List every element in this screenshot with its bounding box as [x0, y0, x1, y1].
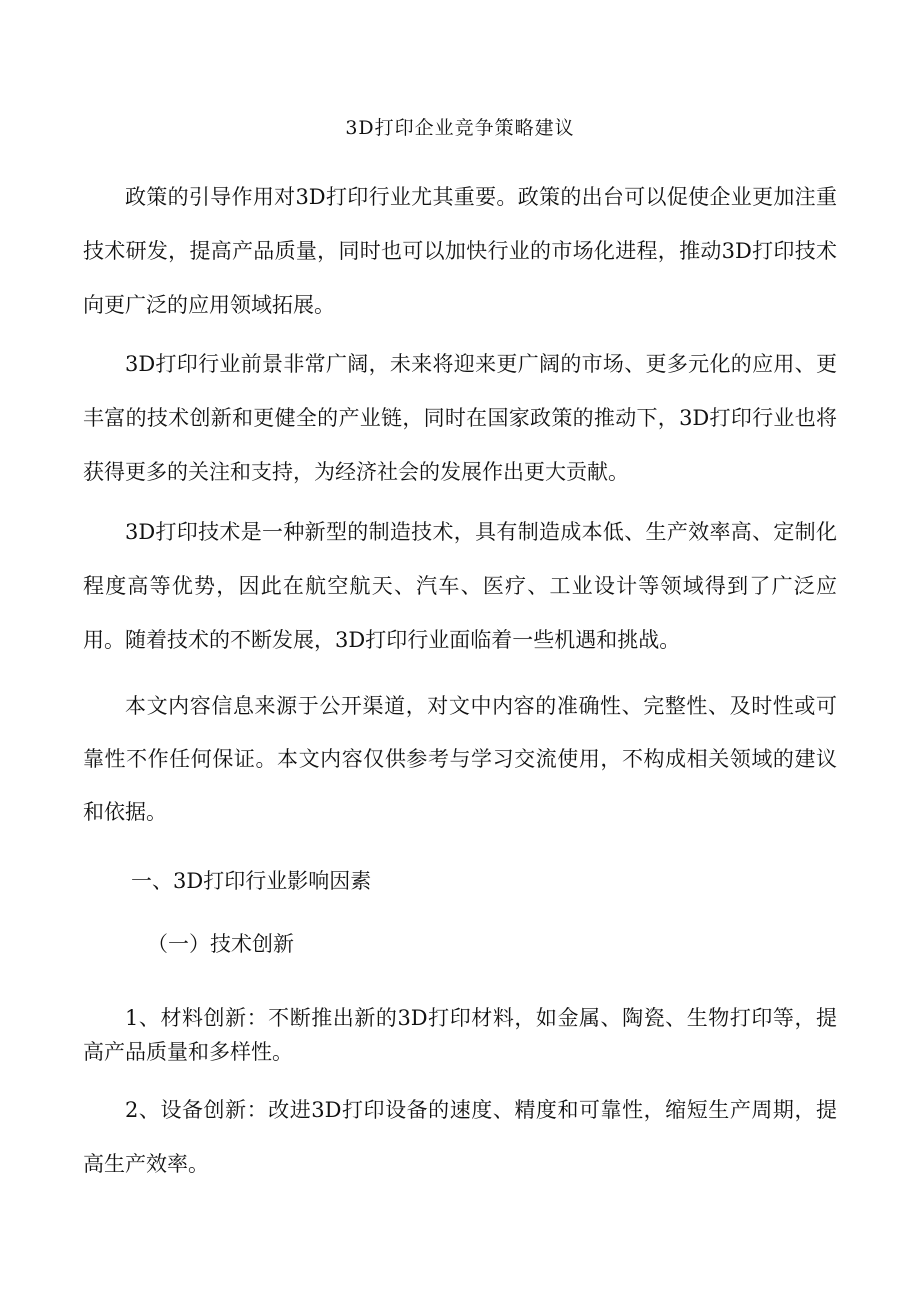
section-heading: 一、3D打印行业影响因素: [131, 869, 372, 893]
paragraph-disclaimer: 本文内容信息来源于公开渠道，对文中内容的准确性、完整性、及时性或可靠性不作任何保证。本文内容仅供参考与学习交流使用，不构成相关领域的建议和依据。: [83, 694, 837, 824]
paragraph-technology-overview: 3D打印技术是一种新型的制造技术，具有制造成本低、生产效率高、定制化程度高等优势，因此在航空航天、汽车、医疗、工业设计等领域得到了广泛应用。随着技术的不断发展，3D打印行业面临着一些机遇和挑战。: [83, 520, 837, 652]
paragraph-policy-guidance: 政策的引导作用对3D打印行业尤其重要。政策的出台可以促使企业更加注重技术研发，提高产品质量，同时也可以加快行业的市场化进程，推动3D打印技术向更广泛的应用领域拓展。: [83, 185, 837, 317]
document-title: 3D打印企业竞争策略建议: [345, 117, 575, 139]
paragraph-industry-outlook: 3D打印行业前景非常广阔，未来将迎来更广阔的市场、更多元化的应用、更丰富的技术创新和更健全的产业链，同时在国家政策的推动下，3D打印行业也将获得更多的关注和支持，为经济社会的发展作出更大贡献。: [83, 352, 837, 484]
subsection-heading: （一）技术创新: [147, 932, 294, 956]
list-item-equipment-innovation: 2、设备创新：改进3D打印设备的速度、精度和可靠性，缩短生产周期，提高生产效率。: [83, 1098, 837, 1176]
list-item-material-innovation: 1、材料创新：不断推出新的3D打印材料，如金属、陶瓷、生物打印等，提高产品质量和多样性。: [83, 1006, 837, 1064]
